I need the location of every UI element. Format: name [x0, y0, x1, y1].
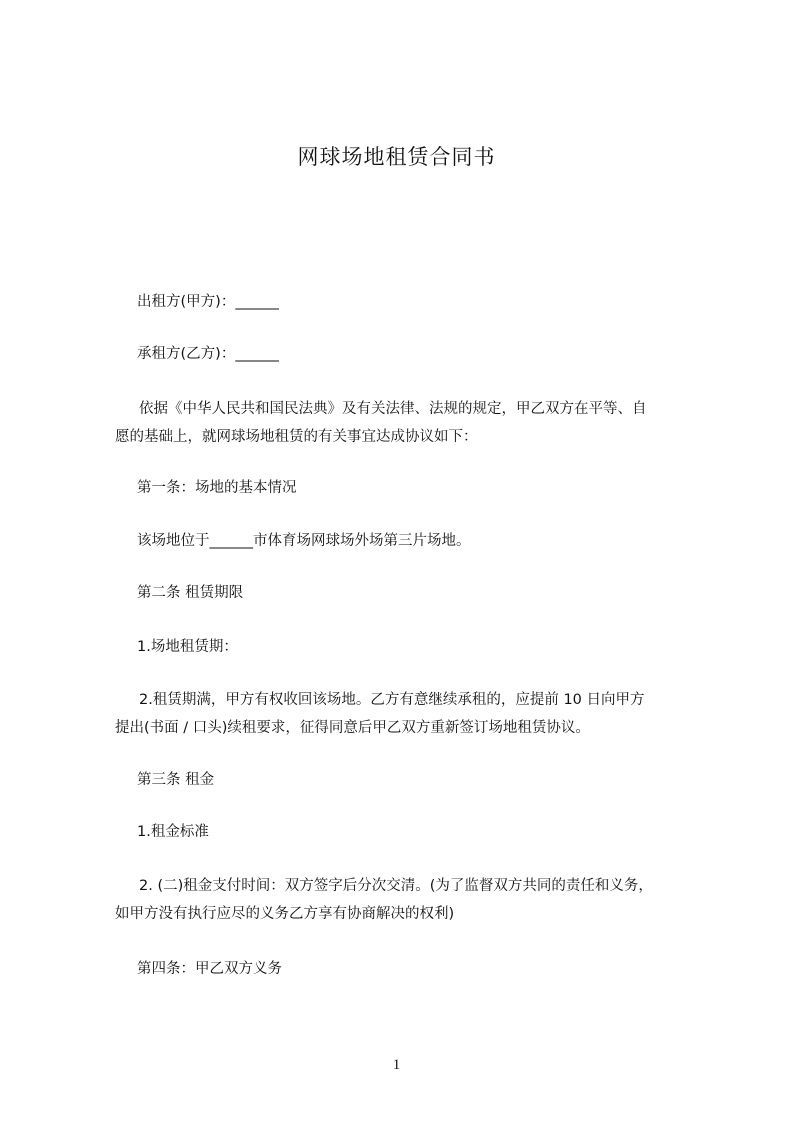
article3-item2-line-1 — [115, 872, 705, 900]
article1-body — [115, 527, 705, 555]
article2-item2-line-2 — [115, 714, 705, 742]
article3-item2-text-2: 如甲方没有执行应尽的义务乙方享有协商解决的权利) — [115, 906, 455, 922]
preamble-line-2 — [115, 423, 705, 451]
article3-item2-line-2 — [115, 900, 705, 928]
lessor-line — [115, 288, 705, 316]
article4-heading-text: 第四条：甲乙双方义务 — [137, 961, 282, 977]
lessor-text: 出租方(甲方)：______ — [137, 294, 279, 310]
article2-item2-text-2: 提出(书面 / 口头)续租要求，征得同意后甲乙双方重新签订场地租赁协议。 — [115, 720, 590, 736]
preamble-text-1: 依据《中华人民共和国民法典》及有关法律、法规的规定，甲乙双方在平等、自 — [139, 401, 647, 417]
article2-item2-line-1 — [115, 686, 705, 714]
article1-heading — [115, 474, 705, 502]
preamble-line-1 — [115, 395, 705, 423]
article1-heading-text: 第一条：场地的基本情况 — [137, 480, 297, 496]
lessee-line — [115, 340, 705, 368]
article4-heading — [115, 955, 705, 983]
article3-item1-text: 1.租金标准 — [137, 824, 209, 840]
article2-item1 — [115, 633, 705, 661]
article1-body-text: 该场地位于______市体育场网球场外场第三片场地。 — [137, 533, 471, 549]
lessee-text: 承租方(乙方)：______ — [137, 346, 279, 362]
article3-item1 — [115, 818, 705, 846]
article3-heading-text: 第三条 租金 — [137, 772, 215, 788]
article2-heading-text: 第二条 租赁期限 — [137, 585, 244, 601]
preamble-text-2: 愿的基础上，就网球场地租赁的有关事宜达成协议如下： — [115, 429, 478, 445]
article2-item1-text: 1.场地租赁期： — [137, 639, 238, 655]
article3-item2-text-1: 2. (二)租金支付时间：双方签字后分次交清。(为了监督双方共同的责任和义务， — [139, 878, 653, 894]
article2-heading — [115, 579, 705, 607]
document-title: 网球场地租赁合同书 — [297, 145, 496, 169]
article2-item2-text-1: 2.租赁期满，甲方有权收回该场地。乙方有意继续承租的，应提前 10 日向甲方 — [139, 692, 645, 708]
article3-heading — [115, 766, 705, 794]
page-number: 1 — [392, 1057, 401, 1073]
